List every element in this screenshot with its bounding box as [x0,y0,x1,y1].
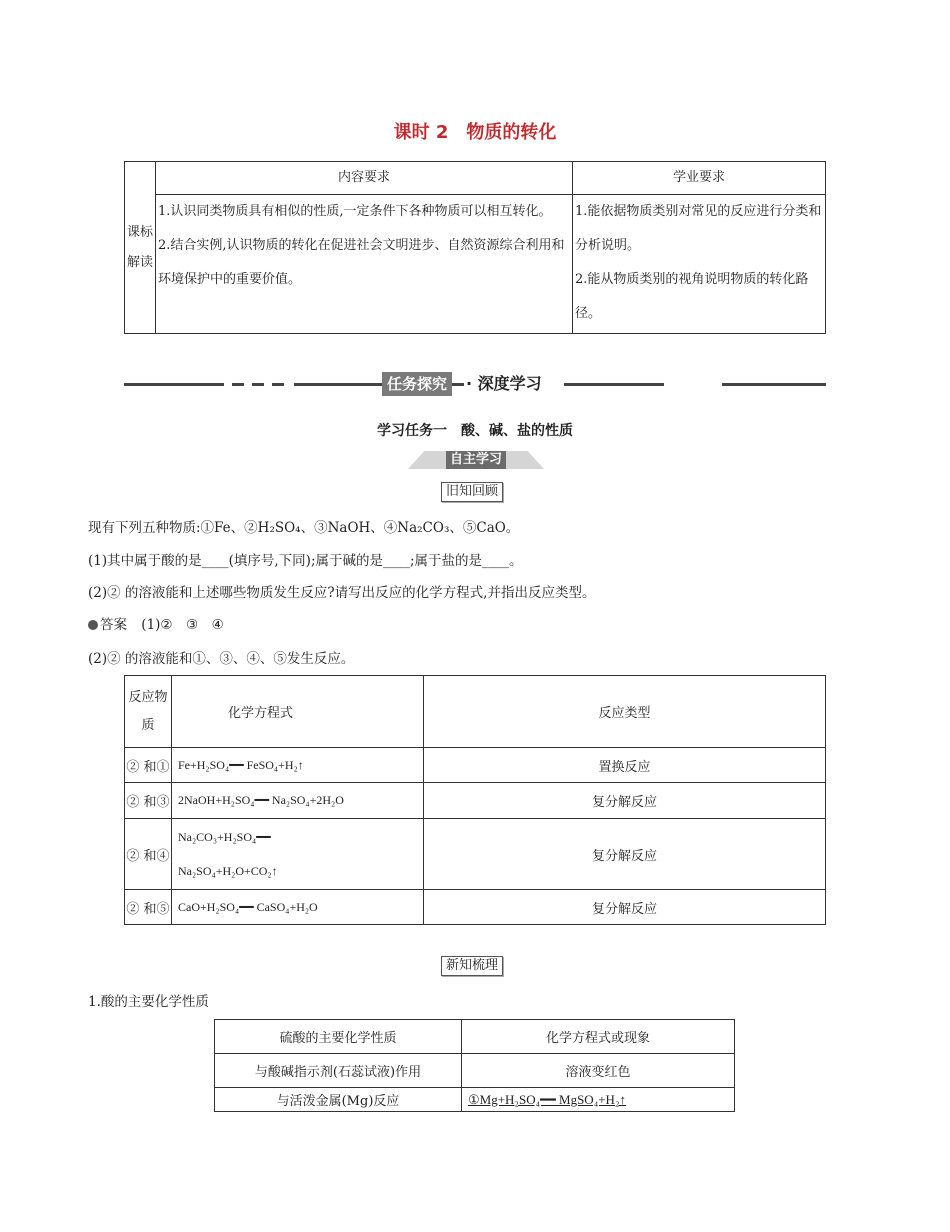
curriculum-standards-table [124,161,826,334]
header-equation: 化学方程式 [172,676,424,748]
task-title: 学习任务一 酸、碱、盐的性质 [377,423,573,439]
content-item-2: 2.结合实例,认识物质的转化在促进社会文明进步、自然资源综合利用和环境保护中的重要价值。 [158,238,565,287]
acid-row-result: ①Mg+H₂SO₄━━ MgSO₄+H₂↑ [462,1088,735,1112]
banner-text: · 深度学习 [464,372,544,396]
acid-properties-table [214,1019,735,1112]
row-equation: 2NaOH+H₂SO₄━━ Na₂SO₄+2H₂O [172,783,424,819]
banner-line [722,383,826,386]
acid-row-result: 溶液变红色 [462,1054,735,1088]
row-pair: ② 和④ [125,819,172,890]
row-equation: Na₂CO₃+H₂SO₄━━ Na₂SO₄+H₂O+CO₂↑ [172,819,424,890]
answer-label: 答案 [100,617,127,633]
header-reactants: 反应物质 [125,676,172,748]
self-study-badge: 自主学习 [408,451,544,469]
reaction-table [124,675,826,925]
acid-row-property: 与酸碱指示剂(石蕊试液)作用 [215,1054,462,1088]
academic-item-2: 2.能从物质类别的视角说明物质的转化路径。 [575,272,809,321]
answer-line [88,613,224,633]
content-requirements-header: 内容要求 [156,162,573,195]
question-1: (1)其中属于酸的是____(填序号,下同);属于碱的是____;属于盐的是____。 [88,553,523,569]
banner-line [564,383,664,386]
academic-item-1: 1.能依据物质类别对常见的反应进行分类和分析说明。 [575,204,822,253]
side-label: 课标解读 [125,162,156,334]
content-item-1: 1.认识同类物质具有相似的性质,一定条件下各种物质可以相互转化。 [158,204,552,219]
row-pair: ② 和① [125,748,172,783]
academic-requirements-header: 学业要求 [573,162,826,195]
new-knowledge-tag: 新知梳理 [441,956,503,976]
banner-dash [252,383,264,386]
answer-icon [88,620,98,630]
question-2: (2)② 的溶液能和上述哪些物质发生反应?请写出反应的化学方程式,并指出反应类型。 [88,585,596,601]
banner-dash [232,383,244,386]
banner-dash [272,383,284,386]
row-type: 复分解反应 [424,890,826,925]
page-title: 课时 2 物质的转化 [393,122,557,143]
banner-line [124,383,224,386]
row-type: 复分解反应 [424,819,826,890]
row-equation: CaO+H₂SO₄━━ CaSO₄+H₂O [172,890,424,925]
acid-header-result: 化学方程式或现象 [462,1020,735,1054]
row-pair: ② 和③ [125,783,172,819]
banner-tag: 任务探究 [382,372,452,396]
review-tag: 旧知回顾 [441,482,503,502]
row-type: 置换反应 [424,748,826,783]
acid-header-property: 硫酸的主要化学性质 [215,1020,462,1054]
row-type: 复分解反应 [424,783,826,819]
section-heading: 1.酸的主要化学性质 [88,994,209,1010]
acid-row-property: 与活泼金属(Mg)反应 [215,1088,462,1112]
row-equation: Fe+H₂SO₄━━ FeSO₄+H₂↑ [172,748,424,783]
header-type: 反应类型 [424,676,826,748]
row-pair: ② 和⑤ [125,890,172,925]
answer-2: (2)② 的溶液能和①、③、④、⑤发生反应。 [88,651,355,667]
answer-1: (1)② ③ ④ [141,617,224,633]
section-banner [124,372,826,398]
question-intro: 现有下列五种物质:①Fe、②H₂SO₄、③NaOH、④Na₂CO₃、⑤CaO。 [88,520,520,536]
